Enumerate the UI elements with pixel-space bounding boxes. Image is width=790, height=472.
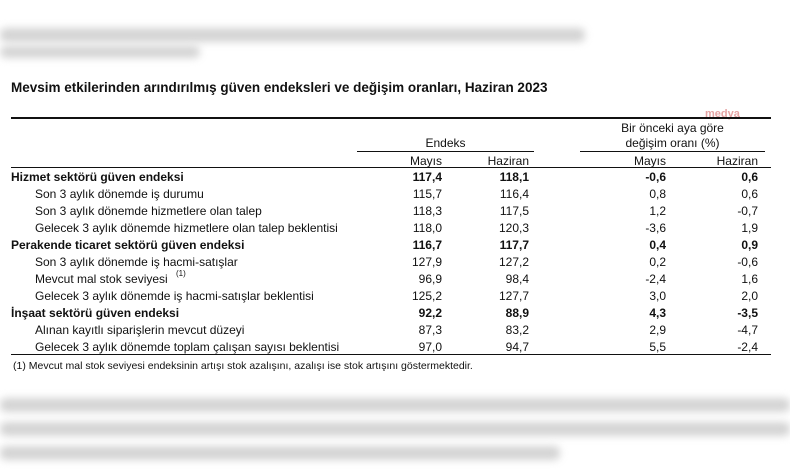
footnote: (1) Mevcut mal stok seviyesi endeksinin artışı stok azalışını, azalışı ise stok artışını göstermektedir. xyxy=(13,360,473,372)
row-label: Mevcut mal stok seviyesi xyxy=(35,272,168,286)
value-haziran: 94,7 xyxy=(505,340,529,354)
row-label: Gelecek 3 aylık dönemde toplam çalışan sayısı beklentisi xyxy=(35,340,340,354)
value-haziran: 118,1 xyxy=(499,170,529,184)
table-row xyxy=(11,238,771,255)
change-underline xyxy=(580,151,765,152)
value-haziran: 117,7 xyxy=(499,238,529,252)
value-mayis: 87,3 xyxy=(418,323,442,337)
table-row xyxy=(11,269,771,289)
change-mayis: 5,5 xyxy=(649,340,666,354)
change-header-line1: Bir önceki aya göre xyxy=(621,121,724,135)
change-haziran: -4,7 xyxy=(737,323,758,337)
change-mayis: -3,6 xyxy=(645,221,666,235)
table-row xyxy=(11,323,771,340)
table-row xyxy=(11,255,771,272)
change-mayis: 0,4 xyxy=(649,238,666,252)
table-row xyxy=(11,306,771,323)
blurred-text-bottom-3 xyxy=(0,446,560,460)
row-label: Perakende ticaret sektörü güven endeksi xyxy=(11,238,245,252)
value-haziran: 88,9 xyxy=(505,306,529,320)
value-mayis: 125,2 xyxy=(411,289,442,303)
change-haziran: -0,7 xyxy=(737,204,758,218)
table-bottom-rule xyxy=(11,354,771,355)
blurred-text-top-2 xyxy=(0,46,200,58)
change-haziran: -2,4 xyxy=(737,340,758,354)
change-haziran: 1,9 xyxy=(741,221,758,235)
row-label: Hizmet sektörü güven endeksi xyxy=(11,170,184,184)
col-mayis-header: Mayıs xyxy=(409,154,442,168)
value-haziran: 117,5 xyxy=(499,204,529,218)
footnote-marker: (1) xyxy=(176,269,186,278)
endeks-underline xyxy=(357,151,534,152)
change-mayis: -0,6 xyxy=(645,170,666,184)
value-haziran: 127,2 xyxy=(498,255,529,269)
change-mayis: 2,9 xyxy=(649,323,666,337)
row-label: Gelecek 3 aylık dönemde iş hacmi-satışlar beklentisi xyxy=(35,289,314,303)
table-row xyxy=(11,289,771,306)
value-haziran: 116,4 xyxy=(499,187,529,201)
value-mayis: 115,7 xyxy=(412,187,442,201)
row-label: Son 3 aylık dönemde iş durumu xyxy=(35,187,204,201)
value-mayis: 117,4 xyxy=(412,170,442,184)
row-label: Alınan kayıtlı siparişlerin mevcut düzeyi xyxy=(35,323,245,337)
value-mayis: 118,0 xyxy=(412,221,442,235)
value-mayis: 96,9 xyxy=(418,272,442,286)
blurred-text-top xyxy=(0,28,585,42)
table-row xyxy=(11,221,771,238)
row-label: Son 3 aylık dönemde iş hacmi-satışlar xyxy=(35,255,238,269)
top-rule xyxy=(11,117,771,119)
row-label: Son 3 aylık dönemde hizmetlere olan talep xyxy=(35,204,262,218)
value-haziran: 83,2 xyxy=(505,323,529,337)
change-mayis: 0,2 xyxy=(649,255,666,269)
change-header-line2: değişim oranı (%) xyxy=(625,136,720,150)
table-row xyxy=(11,187,771,204)
value-haziran: 120,3 xyxy=(498,221,529,235)
row-label: Gelecek 3 aylık dönemde hizmetlere olan talep beklentisi xyxy=(35,221,338,235)
change-haziran: 1,6 xyxy=(741,272,758,286)
change-haziran: -0,6 xyxy=(737,255,758,269)
value-haziran: 127,7 xyxy=(498,289,529,303)
endeks-header: Endeks xyxy=(425,136,466,150)
col-change-haziran-header: Haziran xyxy=(716,154,758,168)
table-row xyxy=(11,170,771,187)
row-label: İnşaat sektörü güven endeksi xyxy=(11,306,180,320)
change-mayis: 1,2 xyxy=(649,204,666,218)
value-mayis: 97,0 xyxy=(418,340,442,354)
table-title: Mevsim etkilerinden arındırılmış güven endeksleri ve değişim oranları, Haziran 2023 xyxy=(11,80,548,95)
change-haziran: 0,9 xyxy=(741,238,758,252)
change-haziran: 0,6 xyxy=(741,187,758,201)
change-mayis: 4,3 xyxy=(649,306,666,320)
value-mayis: 116,7 xyxy=(412,238,442,252)
change-haziran: 0,6 xyxy=(741,170,758,184)
change-mayis: -2,4 xyxy=(645,272,666,286)
value-mayis: 118,3 xyxy=(412,204,442,218)
brand-watermark: medya xyxy=(705,108,740,120)
blurred-text-bottom-2 xyxy=(0,422,790,436)
change-mayis: 0,8 xyxy=(649,187,666,201)
change-mayis: 3,0 xyxy=(649,289,666,303)
blurred-text-bottom-1 xyxy=(0,398,790,412)
col-haziran-header: Haziran xyxy=(487,154,529,168)
col-change-mayis-header: Mayıs xyxy=(633,154,666,168)
value-mayis: 92,2 xyxy=(418,306,442,320)
table-row xyxy=(11,204,771,221)
change-haziran: -3,5 xyxy=(737,306,758,320)
change-haziran: 2,0 xyxy=(741,289,758,303)
value-mayis: 127,9 xyxy=(411,255,442,269)
value-haziran: 98,4 xyxy=(505,272,529,286)
